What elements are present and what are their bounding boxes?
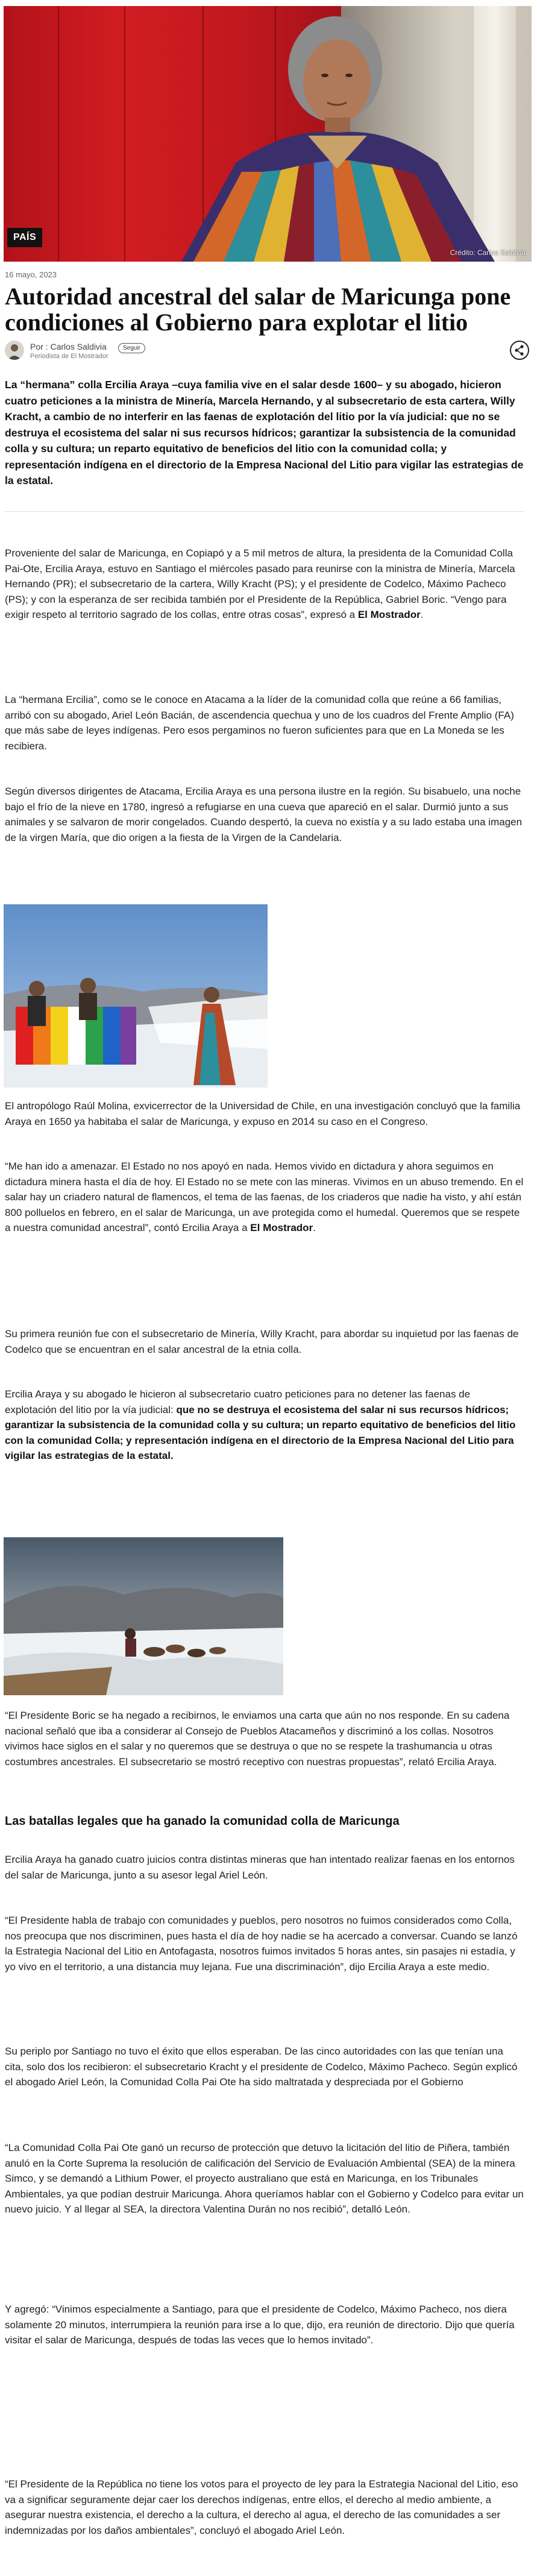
photo-credit: Crédito: Carlos Saldivia (450, 248, 526, 257)
petitions-bold: que no se destruya el ecosistema del salar ni sus recursos hídricos; garantizar la subsistencia de la comunidad colla y su cultura; un reparto equitativo de beneficios del litio con la comunidad Colla; y representación indígena en el directorio de la Empresa Nacional del Litio para vigilar las estrategias de la estatal. (5, 1403, 516, 1462)
photo-salt-flat-herd (4, 1537, 283, 1695)
paragraph: El antropólogo Raúl Molina, exvicerrector de la Universidad de Chile, en una investigación concluyó que la familia Araya en 1650 ya habitaba el salar de Maricunga, y expuso en 2014 su caso en el Congreso. (5, 1100, 521, 1127)
share-button[interactable] (510, 341, 529, 360)
paragraph: “El Presidente Boric se ha negado a recibirnos, le enviamos una carta que aún no nos responde. En su cadena nacional señaló que iba a considerar al Consejo de Pueblos Atacameños y discriminó a los collas. Nosotros vivimos hace siglos en el salar y no queremos que se destruya o que no se respete la trashumancia u otras costumbres ancestrales. El subsecretario se mostró receptivo con nuestras propuestas”, relató Ercilia Araya. (5, 1710, 510, 1768)
paragraph: Ercilia Araya ha ganado cuatro juicios contra distintas mineras que han intentado realizar faenas en los entornos del salar de Maricunga, junto a su asesor legal Ariel León. (5, 1854, 515, 1881)
follow-button[interactable]: Seguir (118, 343, 145, 353)
source-name: El Mostrador (250, 1222, 313, 1234)
woman-figure (133, 12, 495, 262)
section-heading: Las batallas legales que ha ganado la comunidad colla de Maricunga (5, 1815, 400, 1828)
headline: Autoridad ancestral del salar de Maricunga pone condiciones al Gobierno para explotar el litio (5, 283, 511, 336)
author-role: Periodista de El Mostrador (30, 353, 108, 360)
paragraph: Su periplo por Santiago no tuvo el éxito que ellos esperaban. De las cinco autoridades con las que tenían una cita, solo dos los recibieron: el subsecretario Kracht y el presidente de Codelco, Máximo Pacheco. Según explicó el abogado Ariel León, la Comunidad Colla Pai Ote ha sido maltratada y despreciada por el Gobierno (5, 2045, 518, 2088)
photo-wiphala-flag (4, 904, 268, 1088)
author-avatar[interactable] (5, 341, 24, 360)
paragraph: La “hermana Ercilia”, como se le conoce en Atacama a la líder de la comunidad colla que reúne a 66 familias, arribó con su abogado, Ariel León Bacián, de ascendencia quechua y uno de los cuadros del Frente Amplio (FA) que más sabe de leyes indígenas. Pero esos pergaminos no fueron suficientes para que en La Moneda se les recibiera. (5, 694, 514, 752)
paragraph: “El Presidente de la República no tiene los votos para el proyecto de ley para la Estrategia Nacional del Litio, eso va a significar seguramente dejar caer los derechos indígenas, entre ellos, el derecho al medio ambiente, a asegurar nuestra existencia, el derecho a la cultura, el derecho al agua, el derecho de las comunidades a ser indemnizadas por los daños ambientales”, concluyó el abogado Ariel León. (5, 2478, 518, 2536)
author-name[interactable]: Por : Carlos Saldivia (30, 342, 107, 351)
paragraph: Y agregó: “Vinimos especialmente a Santiago, para que el presidente de Codelco, Máximo Pacheco, nos diera solamente 20 minutos, interrumpiera la reunión para irse a lo que, dijo, era reunión de directorio. Dijo que quería visitar el salar de Maricunga, después de todas las veces que lo hemos invitado”. (5, 2304, 515, 2346)
divider (5, 511, 524, 512)
source-name: El Mostrador (357, 609, 421, 621)
paragraph: Según diversos dirigentes de Atacama, Ercilia Araya es una persona ilustre en la región. Su bisabuelo, una noche bajo el frío de la nieve en 1780, ingresó a refugiarse en una cueva que apareció en el salar. Durmió junto a sus animales y se salvaron de morir congelados. Cuando despertó, la cueva no existía y a su lado estaba una imagen de la virgen María, que dio origen a la fiesta de la Virgen de la Candelaria. (5, 786, 523, 843)
publish-date: 16 mayo, 2023 (5, 270, 57, 279)
share-icon (511, 342, 528, 359)
paragraph: Su primera reunión fue con el subsecretario de Minería, Willy Kracht, para abordar su inquietud por las faenas de Codelco que se encuentran en el salar ancestral de la etnia colla. (5, 1328, 519, 1355)
section-badge[interactable]: PAÍS (7, 228, 42, 247)
paragraph: “Me han ido a amenazar. El Estado no nos apoyó en nada. Hemos vivido en dictadura y ahora seguimos en dictadura minera hasta el día de hoy. El Estado no se mete con las mineras. Vivimos en un abuso tremendo. En el salar hay un criadero natural de flamencos, el tema de las faenas, de los criaderos que nadie ha visto, y ahí están 800 polluelos en febrero, en el salar de Maricunga, un ave protegida como el humedal. Queremos que se respete a nuestra comunidad ancestral”, contó Ercilia Araya a El Mostrador. (5, 1160, 524, 1234)
paragraph: “El Presidente habla de trabajo con comunidades y pueblos, pero nosotros no fuimos considerados como Colla, nos preocupa que nos discriminen, pues hasta el día de hoy nadie se ha acercado a conversar. Cuando se lanzó la Estrategia Nacional del Litio en Antofagasta, nosotros fuimos invitados 5 horas antes, sin pasajes ni estadía, y yo vivo en el territorio, a una distancia muy lejana. Fue una discriminación”, dijo Ercilia Araya a este medio. (5, 1915, 518, 1973)
article-lead: La “hermana” colla Ercilia Araya –cuya familia vive en el salar desde 1600– y su abogado, hicieron cuatro peticiones a la ministra de Minería, Marcela Hernando, y al subsecretario de esta cartera, Willy Kracht, a cambio de no interferir en las faenas de explotación del litio por la vía judicial: que no se destruya el ecosistema del salar ni sus recursos hídricos; garantizar la subsistencia de la comunidad colla y su cultura; un reparto equitativo de beneficios del litio con la comunidad colla; y representación indígena en el directorio de la Empresa Nacional del Litio para vigilar las estrategias de la estatal. (5, 379, 524, 487)
paragraph: Ercilia Araya y su abogado le hicieron al subsecretario cuatro peticiones para no detener las faenas de explotación del litio por la vía judicial: que no se destruya el ecosistema del salar ni sus recursos hídricos; garantizar la subsistencia de la comunidad colla y su cultura; un reparto equitativo de beneficios del litio con la comunidad Colla; y representación indígena en el directorio de la Empresa Nacional del Litio para vigilar las estrategias de la estatal. (5, 1388, 516, 1462)
byline (5, 339, 533, 364)
paragraph: “La Comunidad Colla Pai Ote ganó un recurso de protección que detuvo la licitación del litio de Piñera, también anuló en la Corte Suprema la resolución de calificación del Servicio de Evaluación Ambiental (SEA) de la minera Simco, y se demandó a Lithium Power, el proyecto australiano que está en Maricunga, en los Tribunales Ambientales, ya que podían destruir Maricunga. Ahora queríamos hablar con el Gobierno y Codelco para evitar un nuevo juicio. Y al llegar al SEA, la directora Valentina Durán no nos recibió”, detalló León. (5, 2142, 524, 2215)
hero-photo (4, 6, 532, 262)
paragraph: Proveniente del salar de Maricunga, en Copiapó y a 5 mil metros de altura, la presidenta de la Comunidad Colla Pai-Ote, Ercilia Araya, estuvo en Santiago el miércoles pasado para reunirse con la ministra de Minería, Marcela Hernando (PR); el subsecretario de la cartera, Willy Kracht (PS); y el presidente de Codelco, Máximo Pacheco (PS); y con la esperanza de ser recibida también por el Presidente de la República, Gabriel Boric. “Vengo para exigir respeto al territorio sagrado de los collas, entre otras cosas”, expresó a El Mostrador. (5, 547, 515, 621)
